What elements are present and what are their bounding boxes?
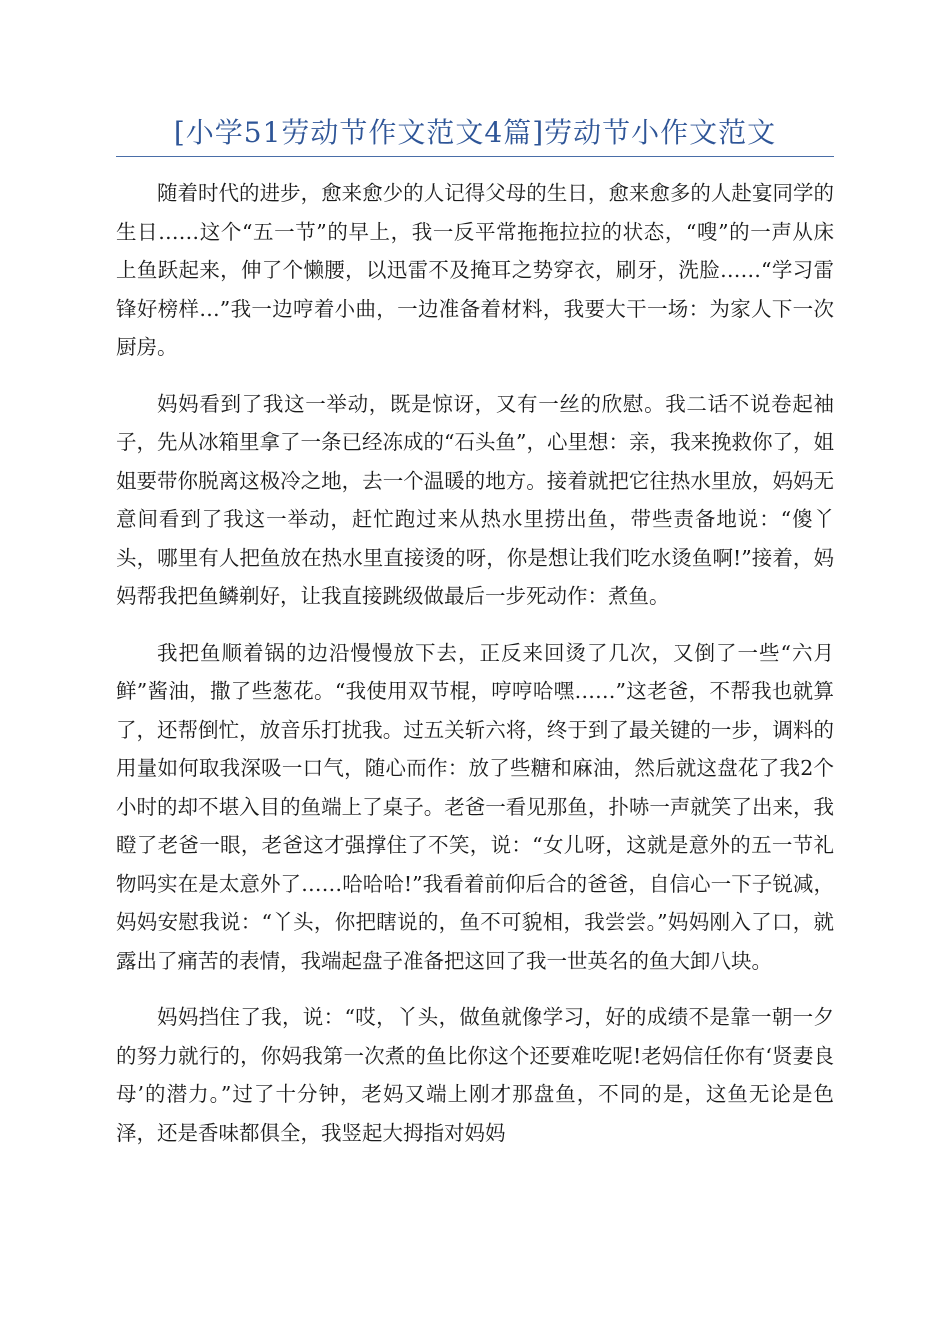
title-block [116,112,834,157]
paragraph-1: 随着时代的进步，愈来愈少的人记得父母的生日，愈来愈多的人赴宴同学的生日……这个“五一节”的早上，我一反平常拖拖拉拉的状态，“嗖”的一声从床上鱼跃起来，伸了个懒腰，以迅雷不及掩耳之势穿衣，刷牙，洗脸……“学习雷锋好榜样…”我一边哼着小曲，一边准备着材料，我要大干一场：为家人下一次厨房。 [116,181,834,359]
paragraph-3: 我把鱼顺着锅的边沿慢慢放下去，正反来回烫了几次，又倒了一些“六月鲜”酱油，撒了些葱花。“我使用双节棍，哼哼哈嘿……”这老爸，不帮我也就算了，还帮倒忙，放音乐打扰我。过五关斩六将，终于到了最关键的一步，调料的用量如何取我深吸一口气，随心而作：放了些糖和麻油，然后就这盘花了我2个小时的却不堪入目的鱼端上了桌子。老爸一看见那鱼，扑哧一声就笑了出来，我瞪了老爸一眼，老爸这才强撑住了不笑，说：“女儿呀，这就是意外的五一节礼物吗实在是太意外了……哈哈哈!”我看着前仰后合的爸爸，自信心一下子锐减，妈妈安慰我说：“丫头，你把瞎说的，鱼不可貌相，我尝尝。”妈妈刚入了口，就露出了痛苦的表情，我端起盘子准备把这回了我一世英名的鱼大卸八块。 [116,640,834,973]
page-title: [小学51劳动节作文范文4篇]劳动节小作文范文 [173,116,777,149]
paragraph-2: 妈妈看到了我这一举动，既是惊讶，又有一丝的欣慰。我二话不说卷起袖子，先从冰箱里拿了一条已经冻成的“石头鱼”，心里想：亲，我来挽救你了，姐姐要带你脱离这极冷之地，去一个温暖的地方。接着就把它往热水里放，妈妈无意间看到了我这一举动，赶忙跑过来从热水里捞出鱼，带些责备地说：“傻丫头，哪里有人把鱼放在热水里直接烫的呀，你是想让我们吃水烫鱼啊!”接着，妈妈帮我把鱼鳞剃好，让我直接跳级做最后一步死动作：煮鱼。 [116,391,834,608]
article-body [116,174,834,1170]
paragraph-4: 妈妈挡住了我，说：“哎，丫头，做鱼就像学习，好的成绩不是靠一朝一夕的努力就行的，你妈我第一次煮的鱼比你这个还要难吃呢!老妈信任你有‘贤妻良母’的潜力。”过了十分钟，老妈又端上刚才那盘鱼，不同的是，这鱼无论是色泽，还是香味都俱全，我竖起大拇指对妈妈 [116,1005,834,1145]
